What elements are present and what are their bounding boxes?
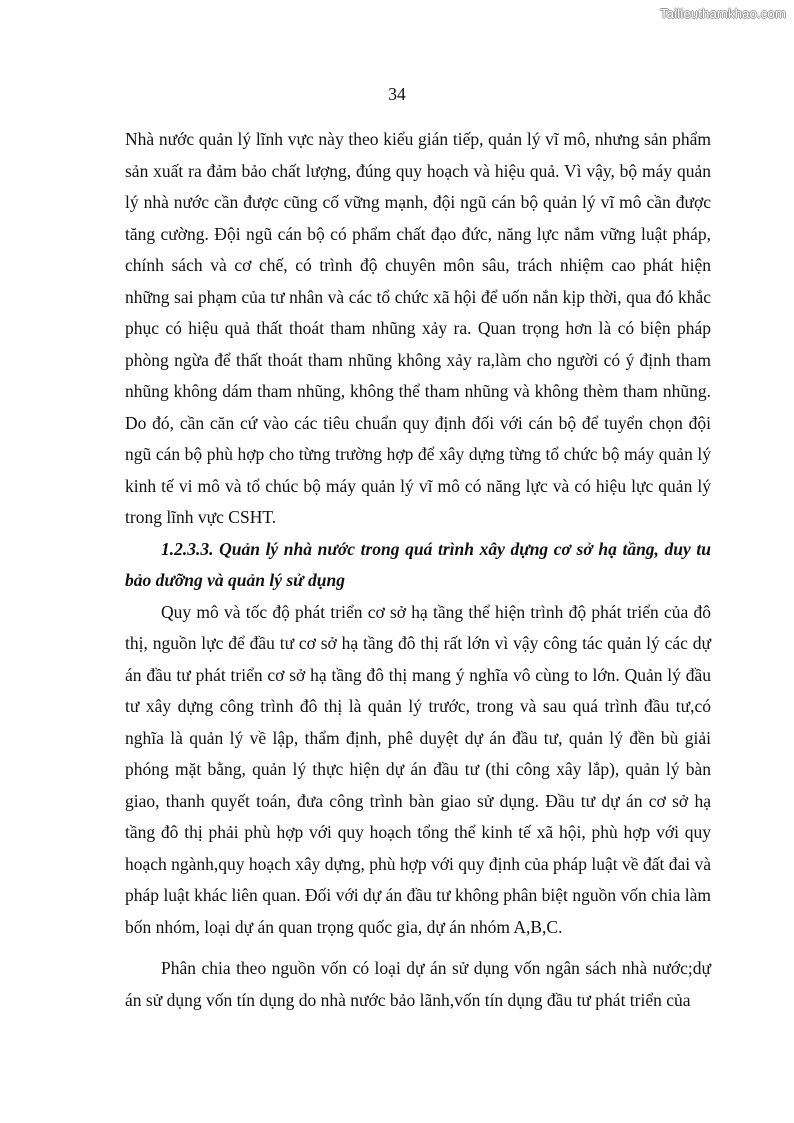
paragraph-2: Quy mô và tốc độ phát triển cơ sở hạ tầng thể hiện trình độ phát triển của đô thị, nguồn lực để đầu tư cơ sở hạ tầng đô thị rất lớn vì vậy công tác quản lý các dự án đầu tư phát triển cơ sở hạ tầng đô thị mang ý nghĩa vô cùng to lớn. Quản lý đầu tư xây dựng công trình đô thị là quản lý trước, trong và sau quá trình đầu tư,có nghĩa là quản lý về lập, thẩm định, phê duyệt dự án đầu tư, quản lý đền bù giải phóng mặt bằng, quản lý thực hiện dự án đầu tư (thi công xây lắp), quản lý bàn giao, thanh quyết toán, đưa công trình bàn giao sử dụng. Đầu tư dự án cơ sở hạ tầng đô thị phải phù hợp với quy hoạch tổng thể kinh tế xã hội, phù hợp với quy hoạch ngành,quy hoạch xây dựng, phù hợp với quy định của pháp luật về đất đai và pháp luật khác liên quan. Đối với dự án đầu tư không phân biệt nguồn vốn chia làm bốn nhóm, loại dự án quan trọng quốc gia, dự án nhóm A,B,C. (125, 601, 711, 937)
document-body (125, 124, 711, 1016)
page-number: 34 (388, 84, 406, 104)
section-heading: 1.2.3.3. Quản lý nhà nước trong quá trình xây dựng cơ sở hạ tầng, duy tu bảo dưỡng và quản lý sử dụng (125, 538, 711, 590)
watermark-text: Tailieuthamkhao.com (660, 6, 786, 21)
paragraph-1: Nhà nước quản lý lĩnh vực này theo kiểu gián tiếp, quản lý vĩ mô, nhưng sản phẩm sản xuất ra đảm bảo chất lượng, đúng quy hoạch và hiệu quả. Vì vậy, bộ máy quản lý nhà nước cần được cũng cố vững mạnh, đội ngũ cán bộ quản lý vĩ mô cần được tăng cường. Đội ngũ cán bộ có phẩm chất đạo đức, năng lực nắm vững luật pháp, chính sách và cơ chế, có trình độ chuyên môn sâu, trách nhiệm cao phát hiện những sai phạm của tư nhân và các tổ chức xã hội để uốn nắn kịp thời, qua đó khắc phục có hiệu quả thất thoát tham nhũng xảy ra. Quan trọng hơn là có biện pháp phòng ngừa để thất thoát tham nhũng không xảy ra,làm cho người có ý định tham nhũng không dám tham nhũng, không thể tham nhũng và không thèm tham nhũng. Do đó, cần căn cứ vào các tiêu chuẩn quy định đối với cán bộ để tuyển chọn đội ngũ cán bộ phù hợp cho từng trường hợp để xây dựng từng tổ chức bộ máy quản lý kinh tế vi mô và tổ chúc bộ máy quản lý vĩ mô có năng lực và có hiệu lực quản lý trong lĩnh vực CSHT. (125, 129, 711, 527)
paragraph-3: Phân chia theo nguồn vốn có loại dự án sử dụng vốn ngân sách nhà nước;dự án sử dụng vốn tín dụng do nhà nước bảo lãnh,vốn tín dụng đầu tư phát triển của (125, 958, 711, 1010)
